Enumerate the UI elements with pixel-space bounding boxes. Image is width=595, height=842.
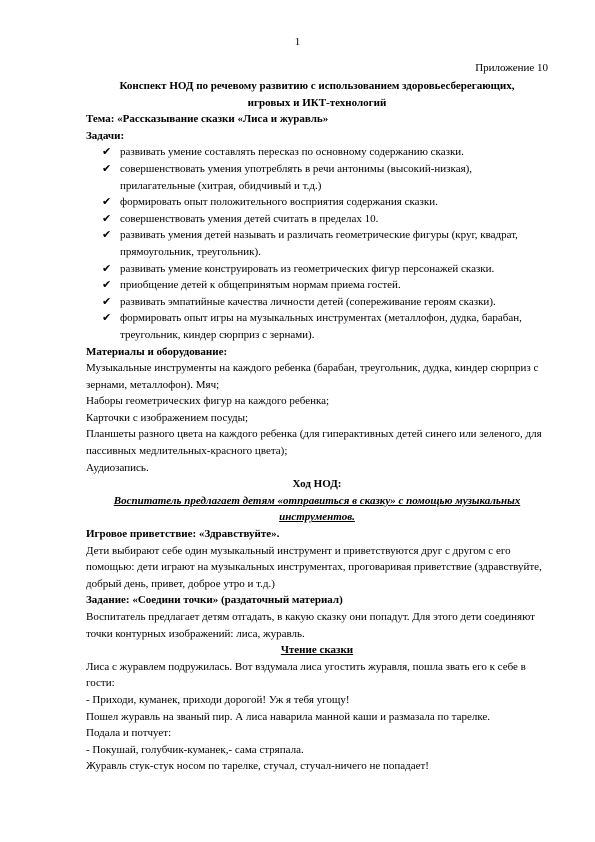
story-line: Подала и потчует: (86, 727, 172, 740)
materials-item: Наборы геометрических фигур на каждого ребенка; (86, 395, 330, 408)
tasks-list (86, 144, 548, 343)
checkmark-icon: ✔ (102, 196, 112, 209)
story-line: Лиса с журавлем подружилась. Вот вздумала лиса угостить журавля, пошла звать его к себе в гости: (86, 660, 526, 690)
task-item (102, 294, 548, 311)
checkmark-icon: ✔ (102, 295, 112, 308)
topic-heading: Тема: «Рассказывание сказки «Лиса и журавль» (86, 113, 329, 126)
tasks-heading: Задачи: (86, 129, 125, 142)
document-title-line-2: игровых и ИКТ-технологий (247, 96, 387, 109)
checkmark-icon: ✔ (102, 229, 112, 242)
materials-item: Музыкальные инструменты на каждого ребенка (барабан, треугольник, дудка, киндер сюрприз с зернами, металлофон). Мяч; (86, 362, 539, 391)
checkmark-icon: ✔ (102, 212, 112, 225)
story-line: - Приходи, куманек, приходи дорогой! Уж я тебя угощу! (86, 693, 350, 706)
materials-item: Планшеты разного цвета на каждого ребенка (для гиперактивных детей синего или зеленого, для пассивных медлительных-красного цвета); (86, 428, 542, 458)
page-number: 1 (294, 36, 301, 48)
task-heading: Задание: «Соедини точки» (раздаточный материал) (86, 594, 343, 607)
appendix-label: Приложение 10 (475, 62, 548, 74)
task-text: совершенствовать умения употреблять в речи антонимы (высокий-низкая), прилагательные (хитрая, обидчивый и т.д.) (120, 162, 473, 192)
task-item (102, 161, 548, 194)
task-text: приобщение детей к общепринятым нормам приема гостей. (120, 279, 401, 292)
task-item (102, 277, 548, 294)
materials-item: Карточки с изображением посуды; (86, 411, 249, 424)
materials-item: Аудиозапись. (86, 461, 149, 474)
checkmark-icon: ✔ (102, 312, 112, 325)
task-text: развивать умение конструировать из геометрических фигур персонажей сказки. (120, 262, 495, 275)
checkmark-icon: ✔ (102, 262, 112, 275)
task-description: Воспитатель предлагает детям отгадать, в какую сказку они попадут. Для этого дети соединяют точки контурных изображений: лиса, журавль. (86, 611, 535, 640)
course-heading: Ход НОД: (292, 478, 342, 491)
task-text: развивать умения детей называть и различать геометрические фигуры (круг, квадрат, прямоугольник, треугольник). (120, 229, 518, 258)
task-item (102, 261, 548, 278)
greeting-heading: Игровое приветствие: «Здравствуйте». (86, 528, 280, 541)
task-text: совершенствовать умения детей считать в пределах 10. (120, 212, 379, 225)
checkmark-icon: ✔ (102, 162, 112, 175)
reading-heading: Чтение сказки (280, 644, 354, 657)
story-line: - Покушай, голубчик-куманек,- сама стряпала. (86, 743, 304, 756)
materials-heading: Материалы и оборудование: (86, 345, 228, 358)
task-item (102, 194, 548, 211)
document-title-line-1: Конспект НОД по речевому развитию с использованием здоровьесберегающих, (119, 80, 515, 92)
checkmark-icon: ✔ (102, 146, 112, 159)
story-line: Журавль стук-стук носом по тарелке, стучал, стучал-ничего не попадает! (86, 760, 429, 773)
task-item (102, 310, 548, 343)
document-body (86, 78, 548, 775)
greeting-text: Дети выбирают себе один музыкальный инструмент и приветствуются друг с другом с его помощью: дети играют на музыкальных инструментах, проговаривая приветствие (здравствуйте, добрый день, привет, доброе утро и т.д.) (86, 544, 542, 590)
task-text: формировать опыт положительного восприятия содержания сказки. (120, 196, 438, 209)
course-intro: Воспитатель предлагает детям «отправиться в сказку» с помощью музыкальных инструментов. (113, 494, 521, 524)
task-item (102, 227, 548, 260)
story-line: Пошел журавль на званый пир. А лиса наварила манной каши и размазала по тарелке. (86, 710, 491, 723)
task-item (102, 211, 548, 228)
task-text: развивать эмпатийные качества личности детей (сопереживание героям сказки). (120, 295, 496, 308)
checkmark-icon: ✔ (102, 279, 112, 292)
task-text: формировать опыт игры на музыкальных инструментах (металлофон, дудка, барабан, треугольник, киндер сюрприз с зернами). (120, 312, 522, 341)
task-text: развивать умение составлять пересказ по основному содержанию сказки. (120, 146, 464, 159)
task-item (102, 144, 548, 161)
